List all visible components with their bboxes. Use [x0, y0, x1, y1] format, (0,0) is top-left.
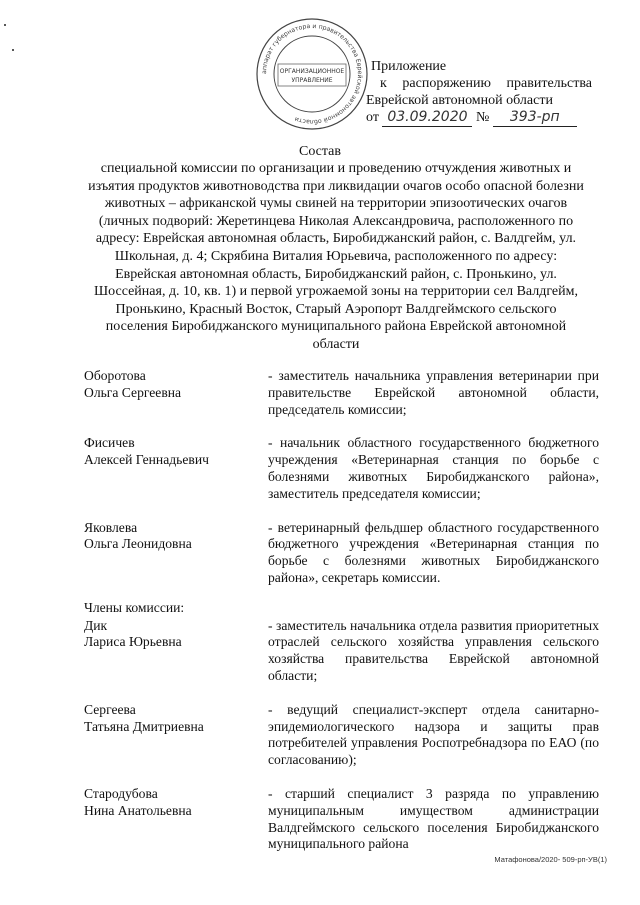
- member-surname: Яковлева: [84, 519, 138, 535]
- scan-speck: [4, 24, 6, 26]
- member-role: - ветеринарный фельдшер областного государственного бюджетного учреждения «Ветеринарная станция по борьбе с болезнями животных Биробиджанского района», секретарь комиссии.: [268, 519, 599, 585]
- stamp-center-line1: ОРГАНИЗАЦИОННОЕ: [279, 68, 345, 75]
- member-given-names: Ольга Сергеевна: [84, 384, 182, 400]
- stamp-center-line2: УПРАВЛЕНИЕ: [291, 77, 333, 84]
- member-role: - старший специалист 3 разряда по управлению муниципальным имуществом администрации Валдгеймского сельского поселения Биробиджанского муниципального района: [268, 785, 599, 852]
- official-stamp: [254, 16, 370, 132]
- member-role: - ведущий специалист-эксперт отдела санитарно-эпидемиологического надзора и защиты прав потребителей управления Роспотребнадзора по ЕАО (по согласованию);: [268, 701, 599, 768]
- stamp-ring-text: аппарат губернатора и правительства Еврейской автономной области: [260, 22, 364, 126]
- member-role: - заместитель начальника отдела развития приоритетных отраслей сельского хозяйства управления сельского хозяйства правительства Еврейской автономной области;: [268, 617, 599, 683]
- document-subtitle: специальной комиссии по организации и проведению отчуждения животных и изъятия продуктов животноводства при ликвидации очагов особо опасной болезни животных – африканской чумы свиней на территории эпизоотических очагов (личных подворий: Жеретинцева Николая Александровича, расположенного по адресу: Еврейская автономная область, Биробиджанский район, с. Валдгейм, ул. Школьная, д. 4; Скрябина Виталия Юрьевича, расположенного по адресу: Еврейская автономная область, Биробиджанский район, с. Пронькино, ул. Шоссейная, д. 10, кв. 1) и первой угрожаемой зоны на территории сел Валдгейм, Пронькино, Красный Восток, Старый Аэропорт Валдгеймского сельского поселения Биробиджанского муниципального района Еврейской автономной области: [88, 161, 584, 352]
- appendix-label: Приложение: [371, 59, 447, 74]
- member-row: [84, 520, 599, 587]
- member-row: [84, 786, 599, 853]
- member-surname: Оборотова: [84, 368, 146, 383]
- member-given-names: Алексей Геннадьевич: [84, 452, 209, 468]
- member-surname: Фисичев: [84, 435, 135, 451]
- member-surname: Сергеева: [84, 701, 136, 717]
- member-row: [84, 702, 599, 769]
- handwritten-date: 03.09.2020: [382, 109, 472, 127]
- scan-speck: [12, 49, 14, 51]
- member-surname: Дик: [84, 617, 108, 633]
- member-row: [84, 368, 599, 418]
- handwritten-number: 393-рп: [493, 109, 577, 127]
- appendix-block: [366, 58, 592, 127]
- member-given-names: Лариса Юрьевна: [84, 634, 182, 650]
- commission-roster: [84, 368, 599, 870]
- document-footer-code: Матафонова/2020- 509-рп-УВ(1): [494, 855, 607, 864]
- members-heading: Члены комиссии:: [84, 599, 185, 615]
- member-role: - начальник областного государственного бюджетного учреждения «Ветеринарная станция по борьбе с болезнями животных Биробиджанского района», заместитель председателя комиссии;: [268, 435, 599, 501]
- document-title: Состав: [298, 144, 341, 159]
- member-row: [84, 435, 599, 502]
- member-surname: Стародубова: [84, 785, 158, 801]
- member-given-names: Нина Анатольевна: [84, 802, 192, 818]
- appendix-authority: Еврейской автономной области: [366, 93, 553, 108]
- appendix-to-order: к распоряжению правительства: [380, 76, 592, 91]
- member-row: [84, 618, 599, 685]
- member-given-names: Татьяна Дмитриевна: [84, 718, 204, 734]
- member-given-names: Ольга Леонидовна: [84, 536, 192, 552]
- member-role: - заместитель начальника управления ветеринарии при правительстве Еврейской автономной области, председатель комиссии;: [268, 368, 599, 417]
- appendix-date-number: от 03.09.2020 № 393-рп: [366, 109, 592, 127]
